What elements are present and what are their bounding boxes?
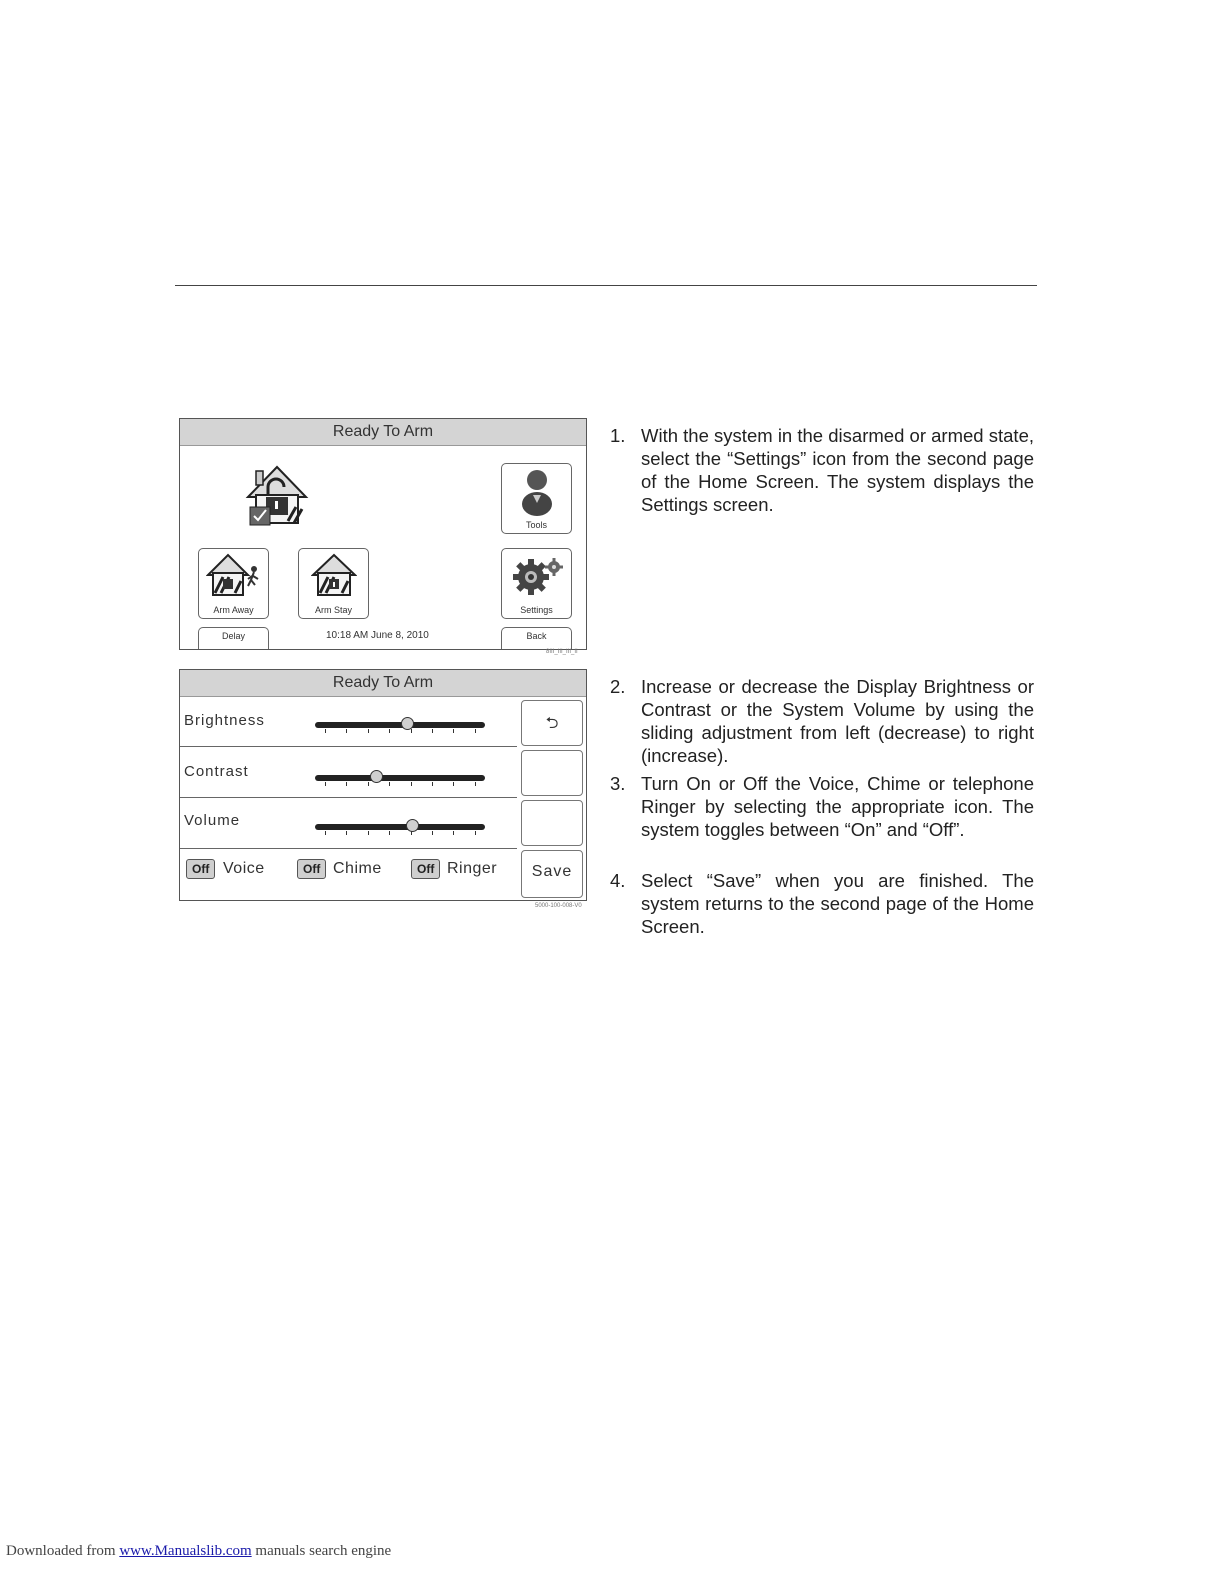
slider-tick bbox=[453, 729, 454, 733]
save-button[interactable] bbox=[521, 850, 583, 898]
slider-tick bbox=[346, 782, 347, 786]
slider-tick bbox=[368, 831, 369, 835]
step-number: 1. bbox=[610, 425, 626, 446]
back-button[interactable]: Back bbox=[501, 627, 572, 649]
ringer-toggle[interactable]: Off bbox=[411, 859, 440, 879]
volume-label: Volume bbox=[184, 812, 241, 829]
step-number: 4. bbox=[610, 870, 626, 891]
blank-button-1[interactable] bbox=[521, 750, 583, 796]
tools-label: Tools bbox=[525, 520, 547, 530]
slider-tick bbox=[432, 729, 433, 733]
step-text: Increase or decrease the Display Brightness or Contrast or the System Volume by using the sliding adjustment from left (decrease) to right (increase). bbox=[641, 676, 1034, 766]
save-label: Save bbox=[531, 863, 573, 880]
header-rule bbox=[175, 285, 1037, 286]
undo-button[interactable] bbox=[521, 700, 583, 746]
slider-tick bbox=[389, 729, 390, 733]
tools-button[interactable] bbox=[501, 463, 572, 534]
contrast-label: Contrast bbox=[184, 763, 249, 780]
footer-suffix: manuals search engine bbox=[251, 1543, 392, 1559]
settings-label: Settings bbox=[520, 605, 553, 615]
slider-tick bbox=[432, 782, 433, 786]
settings-button[interactable] bbox=[501, 548, 572, 619]
step-text: Select “Save” when you are finished. The system returns to the second page of the Home Screen. bbox=[641, 870, 1034, 937]
manualslib-link[interactable]: www.Manualslib.com bbox=[119, 1543, 252, 1559]
footer-prefix: Downloaded from bbox=[6, 1543, 120, 1559]
figure-id: 5000-100-008-V0 bbox=[535, 903, 582, 909]
volume-row bbox=[180, 798, 517, 849]
voice-toggle[interactable]: Off bbox=[186, 859, 215, 879]
slider-tick bbox=[368, 729, 369, 733]
slider-tick bbox=[411, 729, 412, 733]
tools-person-icon bbox=[519, 468, 555, 516]
contrast-row bbox=[180, 747, 517, 798]
voice-label: Voice bbox=[223, 860, 265, 877]
slider-knob[interactable] bbox=[401, 717, 414, 730]
slider-tick bbox=[475, 729, 476, 733]
undo-icon: ⮌ bbox=[545, 713, 559, 732]
settings-gear-icon bbox=[509, 555, 565, 597]
step-text: Turn On or Off the Voice, Chime or telephone Ringer by selecting the appropriate icon. The system toggles between “On” and “Off”. bbox=[641, 773, 1034, 840]
slider-tick bbox=[453, 831, 454, 835]
arm-away-house-icon bbox=[206, 553, 262, 597]
screen-title: Ready To Arm bbox=[180, 670, 586, 697]
slider-tick bbox=[411, 831, 412, 835]
home-screen-figure bbox=[179, 418, 587, 650]
blank-button-2[interactable] bbox=[521, 800, 583, 846]
chime-toggle[interactable]: Off bbox=[297, 859, 326, 879]
step-text: With the system in the disarmed or armed state, select the “Settings” icon from the second page of the Home Screen. The system displays the Settings screen. bbox=[641, 425, 1034, 515]
slider-tick bbox=[325, 729, 326, 733]
slider-tick bbox=[432, 831, 433, 835]
disarmed-house-icon bbox=[244, 463, 310, 527]
screen-title: Ready To Arm bbox=[180, 419, 586, 446]
delay-button[interactable]: Delay bbox=[198, 627, 269, 649]
slider-tick bbox=[389, 831, 390, 835]
contrast-slider[interactable] bbox=[315, 770, 485, 786]
step-number: 2. bbox=[610, 676, 626, 697]
arm-stay-button[interactable] bbox=[298, 548, 369, 619]
slider-tick bbox=[325, 782, 326, 786]
slider-tick bbox=[368, 782, 369, 786]
slider-tick bbox=[346, 831, 347, 835]
slider-tick bbox=[475, 831, 476, 835]
slider-tick bbox=[346, 729, 347, 733]
chime-label: Chime bbox=[333, 860, 382, 877]
brightness-row bbox=[180, 697, 517, 747]
volume-slider[interactable] bbox=[315, 819, 485, 835]
slider-knob[interactable] bbox=[370, 770, 383, 783]
date-time: 10:18 AM June 8, 2010 bbox=[326, 630, 429, 641]
brightness-slider[interactable] bbox=[315, 717, 485, 733]
arm-stay-house-icon bbox=[311, 553, 357, 597]
slider-tick bbox=[475, 782, 476, 786]
settings-screen-figure bbox=[179, 669, 587, 901]
arm-stay-label: Arm Stay bbox=[314, 605, 352, 615]
slider-knob[interactable] bbox=[406, 819, 419, 832]
ringer-label: Ringer bbox=[447, 860, 498, 877]
download-footer bbox=[6, 1543, 391, 1560]
toggle-row bbox=[180, 849, 517, 900]
arm-away-button[interactable] bbox=[198, 548, 269, 619]
figure-id: 8III_III_III_II bbox=[546, 649, 578, 655]
step-number: 3. bbox=[610, 773, 626, 794]
slider-tick bbox=[453, 782, 454, 786]
slider-tick bbox=[411, 782, 412, 786]
brightness-label: Brightness bbox=[184, 712, 265, 729]
arm-away-label: Arm Away bbox=[213, 605, 254, 615]
slider-tick bbox=[325, 831, 326, 835]
slider-tick bbox=[389, 782, 390, 786]
